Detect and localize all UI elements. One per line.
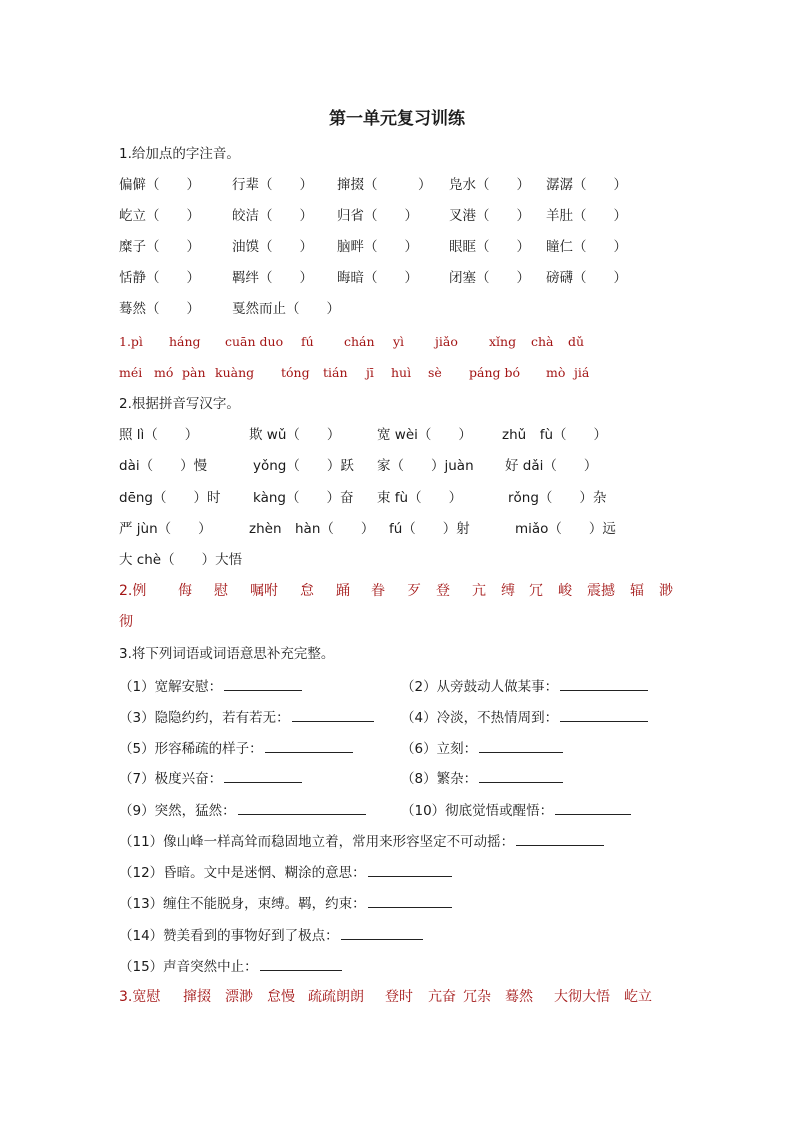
s2-item: 束 fù（ ） <box>377 490 463 506</box>
answer-token: pàn <box>182 365 206 380</box>
s1-item: 撺掇（ ） <box>337 177 432 193</box>
answer-token: 撺掇 <box>183 989 211 1005</box>
answer-token: 慰 <box>214 583 228 599</box>
s3-item-text: （11）像山峰一样高耸而稳固地立着，常用来形容坚定不可动摇： <box>119 834 515 850</box>
s2-item: 欺 wǔ（ ） <box>249 427 341 443</box>
s1-item: 偏僻（ ） <box>119 177 200 193</box>
s3-item-text: （14）赞美看到的事物好到了极点： <box>119 928 339 944</box>
answer-token: jiá <box>574 365 590 380</box>
s3-item <box>401 768 563 789</box>
s2-item: 大 chè（ ）大悟 <box>119 552 243 568</box>
answer-token: 眷 <box>371 583 385 599</box>
s2-item: rǒng（ ）杂 <box>508 490 607 506</box>
s2-item: 严 jùn（ ） <box>119 521 212 537</box>
answer-blank[interactable] <box>368 893 452 908</box>
s3-item <box>119 676 302 697</box>
answer-blank[interactable] <box>560 676 648 691</box>
s1-item: 恬静（ ） <box>119 270 200 286</box>
answer-token: 冗杂 <box>463 989 491 1005</box>
answer-blank[interactable] <box>238 800 366 815</box>
s2-item: 照 lì（ ） <box>119 427 199 443</box>
answer-token: 屹立 <box>624 989 652 1005</box>
s1-item: 蓦然（ ） <box>119 301 200 317</box>
s1-item: 行辈（ ） <box>232 177 313 193</box>
s3-item <box>119 893 452 914</box>
answer-token: jiǎo <box>435 334 458 349</box>
section-1-heading: 1.给加点的字注音。 <box>119 146 240 162</box>
answer-token: 大彻大悟 <box>554 989 610 1005</box>
s1-item: 潺潺（ ） <box>546 177 627 193</box>
answer-token: 蓦然 <box>505 989 533 1005</box>
answer-token: fú <box>301 334 314 349</box>
s3-item-text: （4）冷淡，不热情周到： <box>401 710 559 726</box>
section-2-heading: 2.根据拼音写汉字。 <box>119 396 240 412</box>
s3-item <box>119 831 604 852</box>
answer-blank[interactable] <box>479 738 563 753</box>
answer-token: jī <box>366 365 374 380</box>
answer-token: 歹 <box>407 583 421 599</box>
s3-item-text: （9）突然，猛然： <box>119 803 236 819</box>
s1-item: 屹立（ ） <box>119 208 200 224</box>
answer-token: háng <box>169 334 201 349</box>
s2-item: kàng（ ）奋 <box>253 490 354 506</box>
s2-item: yǒng（ ）跃 <box>253 458 354 474</box>
s1-item: 羊肚（ ） <box>546 208 627 224</box>
s1-item: 戛然而止（ ） <box>232 301 340 317</box>
answer-blank[interactable] <box>292 707 374 722</box>
answer-token: sè <box>428 365 442 380</box>
answer-blank[interactable] <box>224 768 302 783</box>
answer-token: páng bó <box>469 365 521 380</box>
s3-item <box>119 956 342 977</box>
s2-item: fú（ ）射 <box>389 521 470 537</box>
s3-item-text: （10）彻底觉悟或醒悟： <box>401 803 554 819</box>
s3-item <box>401 676 648 697</box>
s1-item: 凫水（ ） <box>449 177 530 193</box>
s3-item-text: （1）宽解安慰： <box>119 679 223 695</box>
answer-token: 嘱咐 <box>250 583 278 599</box>
s3-item-text: （7）极度兴奋： <box>119 771 223 787</box>
answer-token: tián <box>323 365 348 380</box>
answer-token: 彻 <box>119 614 133 630</box>
answer-token: 亢 <box>472 583 486 599</box>
answer-blank[interactable] <box>516 831 604 846</box>
s1-item: 羁绊（ ） <box>232 270 313 286</box>
answer-blank[interactable] <box>260 956 342 971</box>
answer-token: dǔ <box>568 334 585 349</box>
answer-token: 登时 <box>385 989 413 1005</box>
answer-blank[interactable] <box>368 862 452 877</box>
answer-token: 冗 <box>529 583 543 599</box>
answer-token: 震撼 <box>587 583 615 599</box>
s3-item <box>119 768 302 789</box>
answer-token: 登 <box>436 583 450 599</box>
s2-item: 家（ ）juàn <box>377 458 474 474</box>
answer-token: 侮 <box>178 583 192 599</box>
answer-token: kuàng <box>215 365 255 380</box>
answer-blank[interactable] <box>341 925 423 940</box>
answer-token: chán <box>344 334 375 349</box>
section-3-heading: 3.将下列词语或词语意思补充完整。 <box>119 646 335 662</box>
answer-token: 峻 <box>558 583 572 599</box>
s3-item-text: （5）形容稀疏的样子： <box>119 741 263 757</box>
s1-item: 归省（ ） <box>337 208 418 224</box>
s3-item <box>119 707 374 728</box>
answer-token: 辐 <box>630 583 644 599</box>
answer-token: 疏疏朗朗 <box>308 989 364 1005</box>
answer-token: huì <box>391 365 412 380</box>
s3-item <box>119 925 423 946</box>
answer-token: 漂渺 <box>225 989 253 1005</box>
s1-item: 叉港（ ） <box>449 208 530 224</box>
answer-blank[interactable] <box>560 707 648 722</box>
s1-item: 磅礴（ ） <box>546 270 627 286</box>
s2-item: 好 dǎi（ ） <box>505 458 598 474</box>
answer-token: mò <box>546 365 566 380</box>
answer-token: 怠 <box>300 583 314 599</box>
s1-item: 脑畔（ ） <box>337 239 418 255</box>
s3-item <box>119 862 452 883</box>
s2-item: zhèn hàn（ ） <box>249 521 375 537</box>
answer-token: tóng <box>281 365 310 380</box>
answer-token: 3.宽慰 <box>119 989 161 1005</box>
answer-token: 亢奋 <box>428 989 456 1005</box>
answer-blank[interactable] <box>555 800 631 815</box>
s3-item-text: （2）从旁鼓动人做某事： <box>401 679 559 695</box>
s1-item: 眼眶（ ） <box>449 239 530 255</box>
s1-item: 皎洁（ ） <box>232 208 313 224</box>
s3-item <box>119 738 353 759</box>
answer-token: méi <box>119 365 143 380</box>
s3-item <box>119 800 366 821</box>
answer-token: 踊 <box>336 583 350 599</box>
s1-item: 油馍（ ） <box>232 239 313 255</box>
s1-item: 闭塞（ ） <box>449 270 530 286</box>
answer-blank[interactable] <box>224 676 302 691</box>
answer-token: 2.例 <box>119 583 147 599</box>
answer-token: yì <box>393 334 405 349</box>
answer-token: 怠慢 <box>267 989 295 1005</box>
answer-token: 渺 <box>659 583 673 599</box>
answer-token: cuān duo <box>225 334 284 349</box>
s3-item-text: （6）立刻： <box>401 741 478 757</box>
answer-token: mó <box>154 365 174 380</box>
answer-token: 缚 <box>501 583 515 599</box>
s2-item: 宽 wèi（ ） <box>377 427 472 443</box>
s2-item: zhǔ fù（ ） <box>502 427 608 443</box>
answer-blank[interactable] <box>265 738 353 753</box>
s1-item: 瞳仁（ ） <box>546 239 627 255</box>
s1-item: 晦暗（ ） <box>337 270 418 286</box>
s3-item <box>401 800 631 821</box>
s3-item-text: （12）昏暗。文中是迷惘、糊涂的意思： <box>119 865 366 881</box>
s3-item-text: （8）繁杂： <box>401 771 478 787</box>
s3-item <box>401 738 563 759</box>
answer-token: chà <box>531 334 554 349</box>
page-title: 第一单元复习训练 <box>329 109 465 129</box>
s3-item <box>401 707 648 728</box>
s2-item: dài（ ）慢 <box>119 458 208 474</box>
s3-item-text: （15）声音突然中止： <box>119 959 258 975</box>
s3-item-text: （3）隐隐约约，若有若无： <box>119 710 290 726</box>
answer-token: xǐng <box>489 334 517 349</box>
s2-item: dēng（ ）时 <box>119 490 221 506</box>
answer-token: 1.pì <box>119 334 143 349</box>
s2-item: miǎo（ ）远 <box>515 521 616 537</box>
answer-blank[interactable] <box>479 768 563 783</box>
s1-item: 糜子（ ） <box>119 239 200 255</box>
s3-item-text: （13）缠住不能脱身，束缚。羁，约束： <box>119 896 366 912</box>
